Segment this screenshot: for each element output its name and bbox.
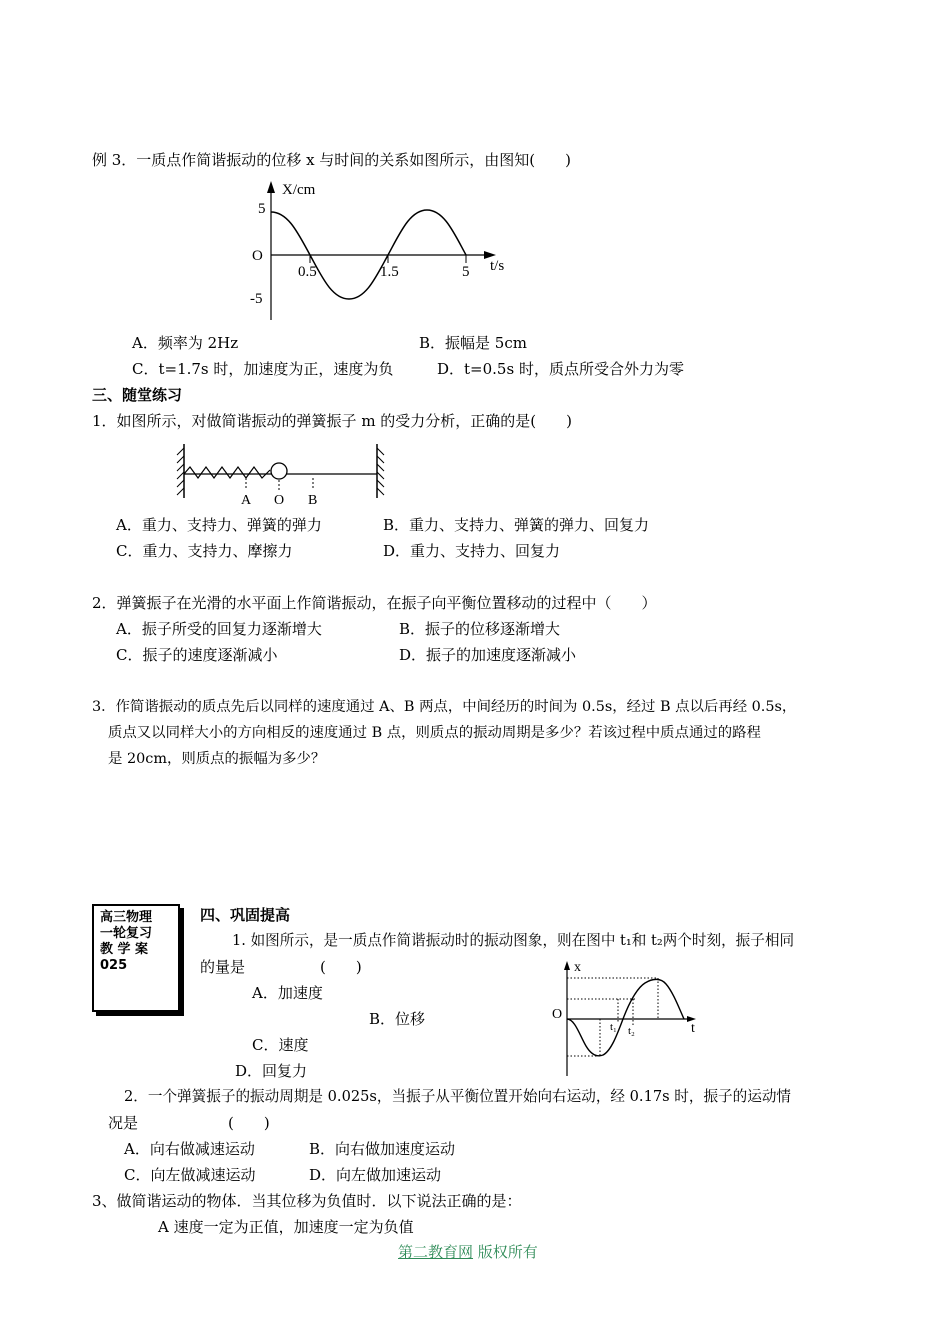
s4-sine-curve bbox=[567, 979, 684, 1055]
footer bbox=[398, 1242, 538, 1262]
spring-oscillator-diagram bbox=[172, 440, 392, 510]
label-b: B bbox=[308, 493, 318, 508]
label-a: A bbox=[241, 493, 252, 508]
section3-q3-line3: 是 20cm，则质点的振幅为多少？ bbox=[108, 751, 326, 767]
example3-x-label: t/s bbox=[490, 258, 505, 274]
spring bbox=[184, 467, 270, 478]
section4-q2-option-a: A．向右做减速运动 bbox=[124, 1140, 255, 1158]
oscillator-ball bbox=[271, 463, 287, 479]
course-label-line1: 高三物理 bbox=[100, 910, 153, 925]
s4-t1: t₁ bbox=[610, 1021, 617, 1033]
section4-q1-option-c: C．速度 bbox=[252, 1036, 309, 1054]
section4-q1-option-a: A．加速度 bbox=[252, 984, 323, 1002]
right-wall-hatch bbox=[377, 448, 384, 495]
left-wall-hatch bbox=[177, 448, 184, 495]
course-label-line3: 教 学 案 bbox=[100, 942, 149, 957]
example3-y-label: X/cm bbox=[282, 182, 316, 198]
footer-text: 版权所有 bbox=[473, 1243, 538, 1261]
example3-option-b: B．振幅是 5cm bbox=[419, 334, 527, 352]
example3-xtick-label-0: 0.5 bbox=[298, 264, 317, 280]
footer-link[interactable]: 第二教育网 bbox=[398, 1243, 474, 1261]
section3-q2-option-a: A．振子所受的回复力逐渐增大 bbox=[116, 620, 322, 638]
s4-y-arrow bbox=[564, 961, 570, 970]
example3-question: 例 3．一质点作简谐振动的位移 x 与时间的关系如图所示，由图知( ) bbox=[92, 151, 572, 169]
course-label-line2: 一轮复习 bbox=[100, 926, 153, 941]
s4-origin: O bbox=[552, 1007, 563, 1022]
example3-y-neg: -5 bbox=[250, 291, 263, 307]
example3-option-d: D．t=0.5s 时，质点所受合外力为零 bbox=[437, 360, 684, 378]
section3-q3-line1: 3．作简谐振动的质点先后以同样的速度通过 A、B 两点，中间经历的时间为 0.5s，经过 B 点以后再经 0.5s， bbox=[92, 699, 797, 715]
section3-q1-option-b: B．重力、支持力、弹簧的弹力、回复力 bbox=[383, 516, 650, 534]
section3-q2-option-b: B．振子的位移逐渐增大 bbox=[399, 620, 561, 638]
s4-x-label: t bbox=[691, 1021, 695, 1036]
section3-q1-option-a: A．重力、支持力、弹簧的弹力 bbox=[116, 516, 322, 534]
example3-option-c: C．t=1.7s 时，加速度为正，速度为负 bbox=[132, 360, 394, 378]
example3-xtick-label-1: 1.5 bbox=[380, 264, 399, 280]
s4-y-label: x bbox=[574, 960, 581, 975]
section4-title: 四、巩固提高 bbox=[200, 906, 291, 924]
example3-xtick-label-2: 5 bbox=[462, 264, 470, 280]
section3-q1-option-d: D．重力、支持力、回复力 bbox=[383, 542, 561, 560]
course-label-box bbox=[92, 904, 180, 1012]
course-label-line4: 025 bbox=[100, 958, 128, 973]
example3-sine-graph bbox=[240, 175, 520, 325]
section4-q1-line2: 的量是 ( ) bbox=[200, 958, 362, 976]
section4-q3-option-a: A 速度一定为正值，加速度一定为负值 bbox=[158, 1218, 414, 1236]
section4-q2-line2: 况是 ( ) bbox=[108, 1114, 270, 1132]
s4-t2: t₂ bbox=[628, 1025, 635, 1037]
example3-origin: O bbox=[252, 248, 263, 264]
section3-q2-option-d: D．振子的加速度逐渐减小 bbox=[399, 646, 577, 664]
label-o: O bbox=[274, 493, 285, 508]
section4-q2-option-c: C．向左做减速运动 bbox=[124, 1166, 256, 1184]
example3-option-a: A．频率为 2Hz bbox=[132, 334, 239, 352]
section3-q1-stem: 1．如图所示，对做简谐振动的弹簧振子 m 的受力分析，正确的是( ) bbox=[92, 412, 573, 430]
section4-q2-line1: 2．一个弹簧振子的振动周期是 0.025s，当振子从平衡位置开始向右运动，经 0.17s 时，振子的运动情 bbox=[124, 1088, 792, 1105]
section3-q1-option-c: C．重力、支持力、摩擦力 bbox=[116, 542, 293, 560]
section3-q2-option-c: C．振子的速度逐渐减小 bbox=[116, 646, 278, 664]
section4-vibration-graph bbox=[548, 958, 708, 1078]
section4-q1-line1: 1. 如图所示，是一质点作简谐振动时的振动图象，则在图中 t₁和 t₂两个时刻，振子相同 bbox=[232, 932, 795, 949]
section4-q1-option-d: D．回复力 bbox=[235, 1062, 308, 1080]
section3-title: 三、随堂练习 bbox=[92, 386, 183, 404]
example3-y-pos: 5 bbox=[258, 201, 266, 217]
section4-q1-option-b: B．位移 bbox=[369, 1010, 426, 1028]
section4-q2-option-b: B．向右做加速度运动 bbox=[309, 1140, 456, 1158]
example3-y-arrow bbox=[267, 181, 275, 193]
section3-q3-line2: 质点又以同样大小的方向相反的速度通过 B 点，则质点的振动周期是多少？若该过程中质点通过的路程 bbox=[108, 725, 761, 741]
section4-q3-stem: 3、做简谐运动的物体．当其位移为负值时．以下说法正确的是： bbox=[92, 1192, 522, 1210]
section3-q2-stem: 2．弹簧振子在光滑的水平面上作简谐振动，在振子向平衡位置移动的过程中（ ） bbox=[92, 594, 657, 612]
section4-q2-option-d: D．向左做加速运动 bbox=[309, 1166, 442, 1184]
